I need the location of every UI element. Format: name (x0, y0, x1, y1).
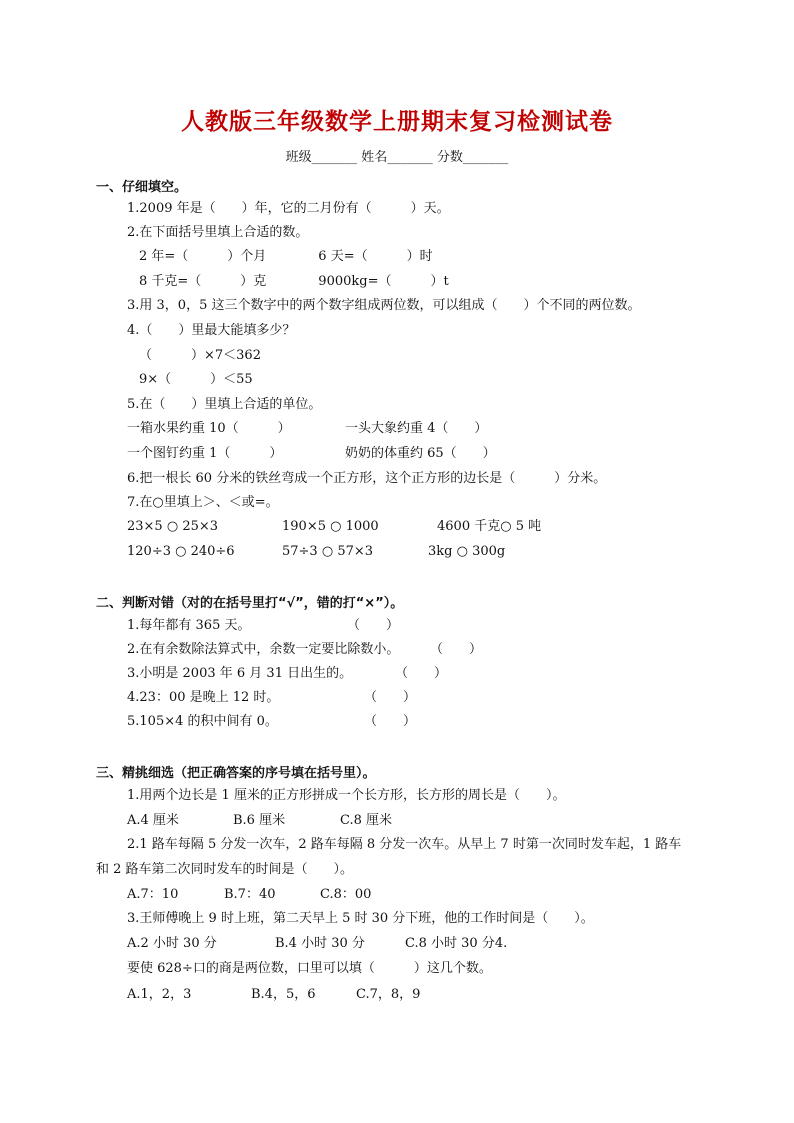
question-1-4: 4.（ ）里最大能填多少？ (127, 323, 296, 338)
page-title: 人教版三年级数学上册期末复习检测试卷 (181, 109, 613, 135)
question-1-2-row-2: 8 千克=（ ）克 9000kg=（ ）t (139, 274, 449, 289)
compare-item-1: 23×5 ○ 25×3 (127, 519, 219, 534)
question-1-5-item-c: 一个图钉约重 1（ ） (127, 446, 283, 461)
choice-1-text: 1.用两个边长是 1 厘米的正方形拼成一个长方形，长方形的周长是（ ）。 (127, 788, 566, 803)
section-1-heading: 一、仔细填空。 (96, 180, 188, 195)
question-1-5-item-b: 一头大象约重 4（ ） (345, 421, 488, 436)
judge-2-blank: （ ） (430, 642, 483, 657)
judge-5-text: 5.105×4 的积中间有 0。 (127, 714, 278, 729)
judge-2-text: 2.在有余数除法算式中，余数一定要比除数小。 (127, 642, 400, 657)
judge-1-text: 1.每年都有 365 天。 (127, 618, 251, 633)
choice-2-option-c: C.8：00 (320, 887, 372, 902)
judge-5-blank: （ ） (364, 714, 417, 729)
choice-4-option-a: A.1，2，3 (127, 987, 192, 1002)
question-1-3: 3.用 3，0，5 这三个数字中的两个数字组成两位数，可以组成（ ）个不同的两位数。 (127, 298, 641, 313)
choice-4-option-b: B.4，5，6 (251, 987, 316, 1002)
choice-3-option-a: A.2 小时 30 分 (127, 936, 217, 951)
question-1-2: 2.在下面括号里填上合适的数。 (127, 225, 309, 240)
compare-item-5: 57÷3 ○ 57×3 (282, 544, 374, 559)
question-1-5-item-d: 奶奶的体重约 65（ ） (345, 446, 496, 461)
compare-item-4: 120÷3 ○ 240÷6 (127, 544, 235, 559)
question-1-2-row-1: 2 年=（ ）个月 6 天=（ ）时 (139, 249, 433, 264)
compare-item-2: 190×5 ○ 1000 (282, 519, 379, 534)
question-1-6: 6.把一根长 60 分米的铁丝弯成一个正方形，这个正方形的边长是（ ）分米。 (127, 471, 607, 486)
student-info-line: 班级_______ 姓名_______ 分数_______ (285, 150, 509, 165)
judge-4-text: 4.23：00 是晚上 12 时。 (127, 690, 280, 705)
choice-2-option-b: B.7：40 (224, 887, 276, 902)
judge-3-text: 3.小明是 2003 年 6 月 31 日出生的。 (127, 666, 353, 681)
question-1-4-row-2: 9×（ ）＜55 (139, 372, 253, 387)
choice-1-option-c: C.8 厘米 (340, 813, 393, 828)
choice-3-option-b: B.4 小时 30 分 (275, 936, 365, 951)
choice-3-option-c: C.8 小时 30 分4. (405, 936, 508, 951)
choice-2-option-a: A.7：10 (127, 887, 179, 902)
choice-1-option-b: B.6 厘米 (233, 813, 286, 828)
choice-2-text: 2.1 路车每隔 5 分发一次车，2 路车每隔 8 分发一次车。从早上 7 时第一次同时发车起，1 路车 (127, 837, 682, 852)
choice-4-option-c: C.7，8，9 (356, 987, 421, 1002)
choice-2-text-cont: 和 2 路车第二次同时发车的时间是（ ）。 (96, 862, 354, 877)
question-1-1: 1.2009 年是（ ）年，它的二月份有（ ）天。 (127, 201, 450, 216)
choice-4-text: 要使 628÷口的商是两位数，口里可以填（ ）这几个数。 (127, 961, 492, 976)
section-3-heading: 三、精挑细选（把正确答案的序号填在括号里）。 (96, 766, 376, 781)
section-2-heading: 二、判断对错（对的在括号里打“√”，错的打“×”）。 (96, 596, 404, 611)
compare-item-6: 3kg ○ 300g (428, 544, 506, 559)
question-1-5-item-a: 一箱水果约重 10（ ） (127, 421, 291, 436)
choice-1-option-a: A.4 厘米 (127, 813, 179, 828)
question-1-5: 5.在（ ）里填上合适的单位。 (127, 397, 322, 412)
judge-1-blank: （ ） (347, 618, 400, 633)
compare-item-3: 4600 千克○ 5 吨 (437, 519, 542, 534)
judge-3-blank: （ ） (395, 666, 448, 681)
question-1-7: 7.在○里填上＞、＜或=。 (127, 495, 279, 510)
judge-4-blank: （ ） (364, 690, 417, 705)
question-1-4-row-1: （ ）×7＜362 (139, 348, 261, 363)
choice-3-text: 3.王师傅晚上 9 时上班，第二天早上 5 时 30 分下班，他的工作时间是（ ）。 (127, 911, 594, 926)
